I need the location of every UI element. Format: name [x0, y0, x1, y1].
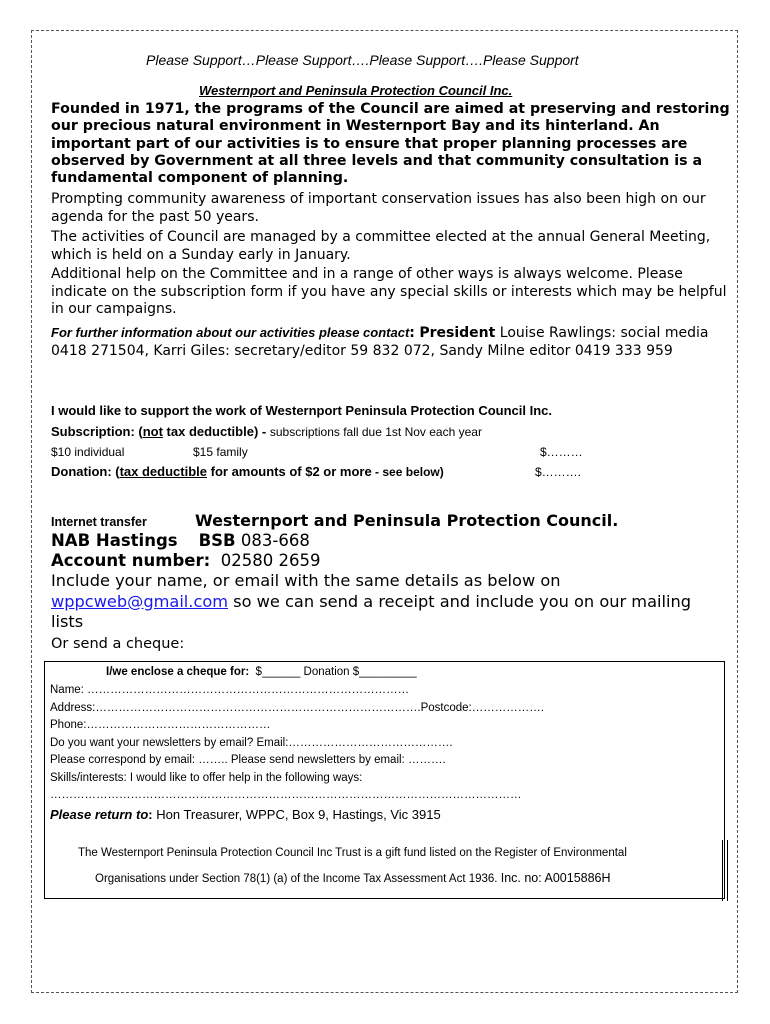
box-side-bar-right — [727, 840, 728, 901]
skills-label: Skills/interests: I would like to offer help in the following ways: — [50, 772, 363, 784]
contact-lead: For further information about our activities please contact — [51, 325, 410, 340]
box-side-bar — [722, 840, 723, 901]
return-address: Hon Treasurer, WPPC, Box 9, Hastings, Vic 3915 — [156, 807, 441, 822]
support-banner: Please Support…Please Support….Please Support….Please Support — [146, 52, 579, 68]
intro-paragraph-2: The activities of Council are managed by a committee elected at the annual General Meeting, which is held on a Sunday early in January. — [51, 229, 711, 263]
intro-paragraph-3: Additional help on the Committee and in a range of other ways is always welcome. Please indicate on the subscription form if you have any special skills or interests which may be helpful in our campaigns. — [51, 266, 727, 317]
org-title: Westernport and Peninsula Protection Council Inc. — [199, 83, 513, 98]
bank-name: NAB Hastings — [51, 531, 178, 550]
contact-details: Louise Rawlings: social media 0418 271504, Karri Giles: secretary/editor 59 832 072, Sandy Milne editor 0419 333 959 — [51, 325, 709, 359]
return-line — [50, 807, 441, 822]
intro-bold-paragraph: Founded in 1971, the programs of the Council are aimed at preserving and restoring our precious natural environment in Westernport Bay and its hinterland. An important part of our activities is to ensure that proper planning processes are observed by Government at all three levels and that community consultation is a fundamental component of planning. — [51, 101, 730, 187]
bsb-number: 083-668 — [240, 531, 310, 550]
transfer-org-name: Westernport and Peninsula Protection Council. — [195, 511, 619, 530]
gift-fund-line-1: The Westernport Peninsula Protection Council Inc Trust is a gift fund listed on the Register of Environmental — [78, 847, 627, 859]
account-line — [51, 551, 320, 570]
bank-line — [51, 531, 310, 550]
enclose-line — [106, 666, 417, 678]
cheque-prompt: Or send a cheque: — [51, 636, 185, 652]
donation-rest: for amounts of $2 or more — [207, 464, 372, 479]
donation-label: Donation: ( — [51, 464, 120, 479]
subscription-not: not — [142, 424, 163, 439]
gift-fund-text: Organisations under Section 78(1) (a) of the Income Tax Assessment Act 1936. — [95, 873, 498, 885]
include-details-paragraph — [51, 571, 727, 633]
individual-rate: $10 individual — [51, 445, 125, 459]
name-field[interactable]: Name: ………………………………………………………………………… — [50, 684, 410, 696]
after-email-text: so we can send a receipt and include you on our mailing lists — [51, 591, 692, 631]
contact-role: President — [419, 325, 496, 341]
contact-colon: : — [409, 325, 415, 341]
donation-amount-field[interactable]: $………. — [535, 465, 582, 479]
return-label: Please return to — [50, 807, 149, 822]
subscription-tax-text: tax deductible) - — [162, 424, 270, 439]
contact-paragraph — [51, 324, 727, 360]
enclose-label: I/we enclose a cheque for: — [106, 666, 250, 678]
account-number: 02580 2659 — [220, 551, 321, 570]
family-rate: $15 family — [193, 445, 248, 459]
inc-number: Inc. no: A0015886H — [500, 871, 611, 885]
newsletter-email-field[interactable]: Do you want your newsletters by email? Email:……………………………………. — [50, 737, 453, 749]
gift-fund-line-2 — [95, 871, 611, 885]
donation-see-below: - see below) — [371, 465, 444, 479]
phone-field[interactable]: Phone:………………………………………… — [50, 719, 271, 731]
address-field[interactable]: Address:………………………………………………………………………….Postcode:………………. — [50, 702, 544, 714]
email-link[interactable]: wppcweb@gmail.com — [51, 591, 229, 611]
donation-tax-deductible: tax deductible — [119, 464, 208, 479]
family-amount-field[interactable]: $……… — [540, 445, 583, 459]
subscription-label: Subscription: ( — [51, 424, 143, 439]
subscription-note: subscriptions fall due 1st Nov each year — [269, 425, 482, 439]
enclose-amounts[interactable]: $______ Donation $_________ — [255, 666, 417, 678]
account-label: Account number: — [51, 551, 211, 570]
skills-field[interactable]: …………………………………………………………………………………………………………… — [50, 789, 522, 801]
bsb-label: BSB — [198, 531, 236, 550]
subscription-line — [51, 424, 482, 439]
support-heading: I would like to support the work of Westernport Peninsula Protection Council Inc. — [51, 403, 553, 418]
include-text: Include your name, or email with the same details as below on — [51, 571, 561, 590]
return-colon: : — [148, 807, 153, 822]
internet-transfer-label: Internet transfer — [51, 515, 147, 529]
donation-line — [51, 464, 444, 479]
intro-paragraph-1: Prompting community awareness of important conservation issues has also been high on our agenda for the past 50 years. — [51, 191, 706, 225]
correspond-preferences[interactable]: Please correspond by email: …….. Please send newsletters by email: ………. — [50, 754, 446, 766]
